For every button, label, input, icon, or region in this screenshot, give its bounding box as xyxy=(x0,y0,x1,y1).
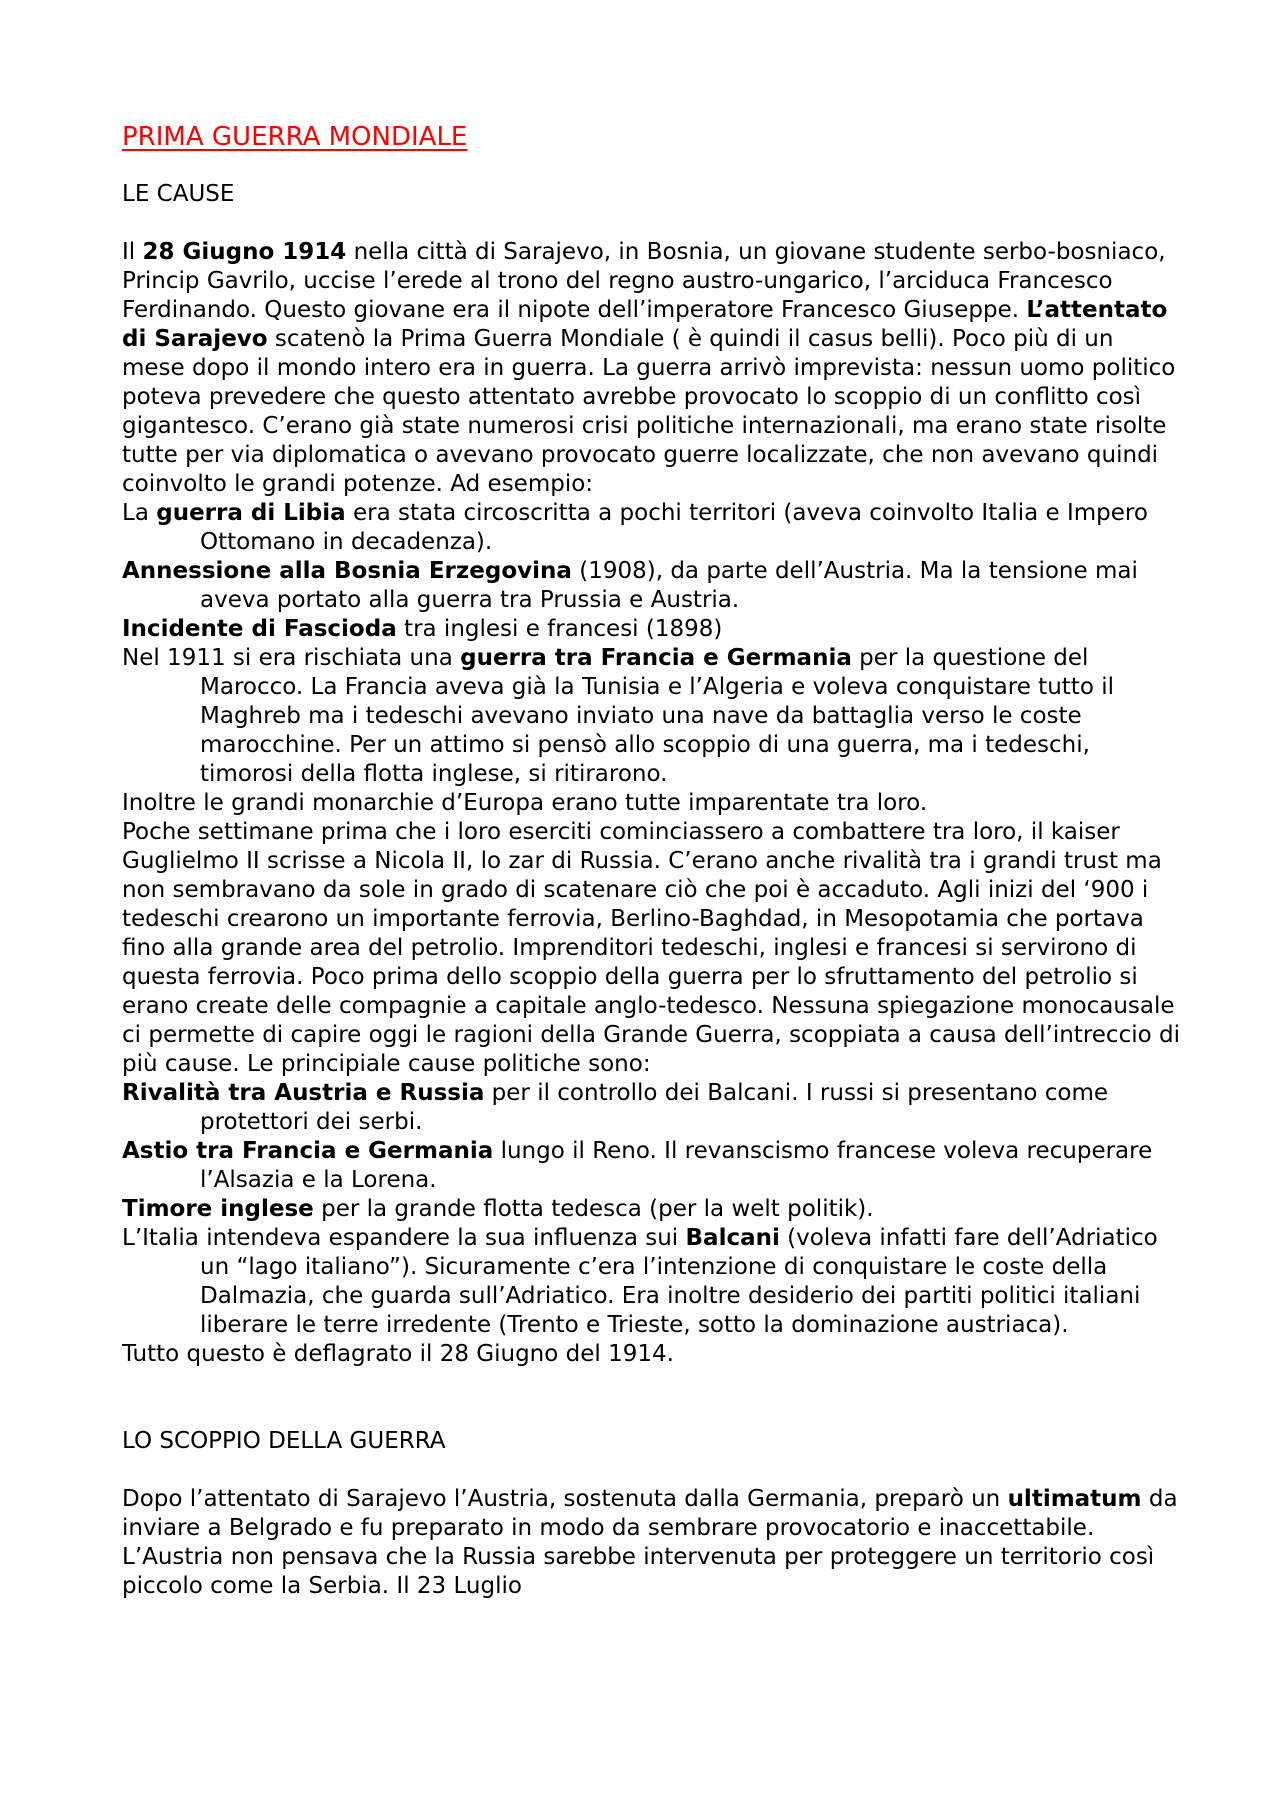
text-run: tra inglesi e francesi (1898) xyxy=(396,616,723,642)
text-run: Il xyxy=(122,239,143,265)
text-run: (1908), da parte dell’Austria. Ma la tensione mai aveva portato alla guerra tra Prussia e Austria. xyxy=(200,558,1138,613)
spacer xyxy=(122,154,1182,180)
section-heading-cause: LE CAUSE xyxy=(122,181,235,207)
bold-term: Incidente di Fascioda xyxy=(122,616,397,642)
document-page xyxy=(122,120,1182,1601)
text-run: da inviare a Belgrado e fu preparato in modo da sembrare provocatorio e inaccettabile. L’Austria non pensava che la Russia sarebbe intervenuta per proteggere un territorio così piccolo come la Serbia. Il 23 Luglio xyxy=(122,1486,1178,1599)
cause-item-italia xyxy=(122,1224,1182,1340)
bold-date: 28 Giugno 1914 xyxy=(142,239,347,265)
text-run: Dopo l’attentato di Sarajevo l’Austria, sostenuta dalla Germania, preparò un xyxy=(122,1486,1008,1512)
text-run: per la grande flotta tedesca (per la welt politik). xyxy=(313,1196,874,1222)
text-run: (voleva infatti fare dell’Adriatico un “lago italiano”). Sicuramente c’era l’intenzione di conquistare le coste della Dalmazia, che guarda sull’Adriatico. Era inoltre desiderio dei partiti politici italiani liberare le terre irredente (Trento e Trieste, sotto la dominazione austriaca). xyxy=(200,1225,1158,1338)
monarchie-line: Inoltre le grandi monarchie d’Europa erano tutte imparentate tra loro. xyxy=(122,790,928,816)
list-item-libia xyxy=(122,499,1182,557)
paragraph-trust: Poche settimane prima che i loro eserciti cominciassero a combattere tra loro, il kaiser Guglielmo II scrisse a Nicola II, lo zar di Russia. C’erano anche rivalità tra i grandi trust ma non sembravano da sole in grado di scatenare ciò che poi è accaduto. Agli inizi del ‘900 i tedeschi crearono un importante ferrovia, Berlino-Baghdad, in Mesopotamia che portava fino alla grande area del petrolio. Imprenditori tedeschi, inglesi e francesi si servirono di questa ferrovia. Poco prima dello scoppio della guerra per lo sfruttamento del petrolio si erano create delle compagnie a capitale anglo-tedesco. Nessuna spiegazione monocausale ci permette di capire oggi le ragioni della Grande Guerra, scoppiata a causa dell’intreccio di più cause. Le principiale cause politiche sono: xyxy=(122,819,1180,1077)
bold-term: ultimatum xyxy=(1007,1486,1142,1512)
cause-item-germania xyxy=(122,1137,1182,1195)
cause-item-russia xyxy=(122,1079,1182,1137)
bold-term: L’attentato di Sarajevo xyxy=(122,297,1168,352)
bold-term: Annessione alla Bosnia Erzegovina xyxy=(122,558,572,584)
text-run: era stata circoscritta a pochi territori (aveva coinvolto Italia e Impero Ottomano in decadenza). xyxy=(200,500,1148,555)
list-item-fascioda xyxy=(122,615,1182,644)
text-run: L’Italia intendeva espandere la sua influenza sui xyxy=(122,1225,686,1251)
text-run: nella città di Sarajevo, in Bosnia, un giovane studente serbo-bosniaco, Princip Gavrilo, uccise l’erede al trono del regno austro-ungarico, l’arciduca Francesco Ferdinando. Questo giovane era il nipote dell’imperatore Francesco Giuseppe. xyxy=(122,239,1166,323)
bold-term: Rivalità tra Austria e Russia xyxy=(122,1080,485,1106)
section-heading-scoppio: LO SCOPPIO DELLA GUERRA xyxy=(122,1428,446,1454)
text-run: per la questione del Marocco. La Francia aveva già la Tunisia e l’Algeria e voleva conquistare tutto il Maghreb ma i tedeschi avevano inviato una nave da battaglia verso le coste marocchine. Per un attimo si pensò allo scoppio di una guerra, ma i tedeschi, timorosi della flotta inglese, si ritirarono. xyxy=(200,645,1114,787)
bold-term: Astio tra Francia e Germania xyxy=(122,1138,494,1164)
bold-term: Timore inglese xyxy=(122,1196,314,1222)
spacer xyxy=(122,209,1182,238)
bold-term: guerra tra Francia e Germania xyxy=(460,645,852,671)
text-run: La xyxy=(122,500,157,526)
bold-term: Balcani xyxy=(685,1225,780,1251)
closing-line: Tutto questo è deflagrato il 28 Giugno del 1914. xyxy=(122,1341,674,1367)
list-item-bosnia xyxy=(122,557,1182,615)
paragraph-ultimatum xyxy=(122,1485,1182,1601)
text-run: per il controllo dei Balcani. I russi si presentano come protettori dei serbi. xyxy=(200,1080,1109,1135)
text-run: scatenò la Prima Guerra Mondiale ( è quindi il casus belli). Poco più di un mese dopo il mondo intero era in guerra. La guerra arrivò imprevista: nessun uomo politico poteva prevedere che questo attentato avrebbe provocato lo scoppio di un conflitto così gigantesco. C’erano già state numerosi crisi politiche internazionali, ma erano state risolte tutte per via diplomatica o avevano provocato guerre localizzate, che non avevano quindi coinvolto le grandi potenze. Ad esempio: xyxy=(122,326,1176,497)
list-item-marocco xyxy=(122,644,1182,789)
text-run: lungo il Reno. Il revanscismo francese voleva recuperare l’Alsazia e la Lorena. xyxy=(200,1138,1153,1193)
intro-paragraph xyxy=(122,238,1182,499)
cause-item-inglese xyxy=(122,1195,1182,1224)
document-title: PRIMA GUERRA MONDIALE xyxy=(122,122,468,152)
text-run: Nel 1911 si era rischiata una xyxy=(122,645,461,671)
spacer xyxy=(122,1369,1182,1427)
spacer xyxy=(122,1456,1182,1485)
bold-term: guerra di Libia xyxy=(156,500,346,526)
